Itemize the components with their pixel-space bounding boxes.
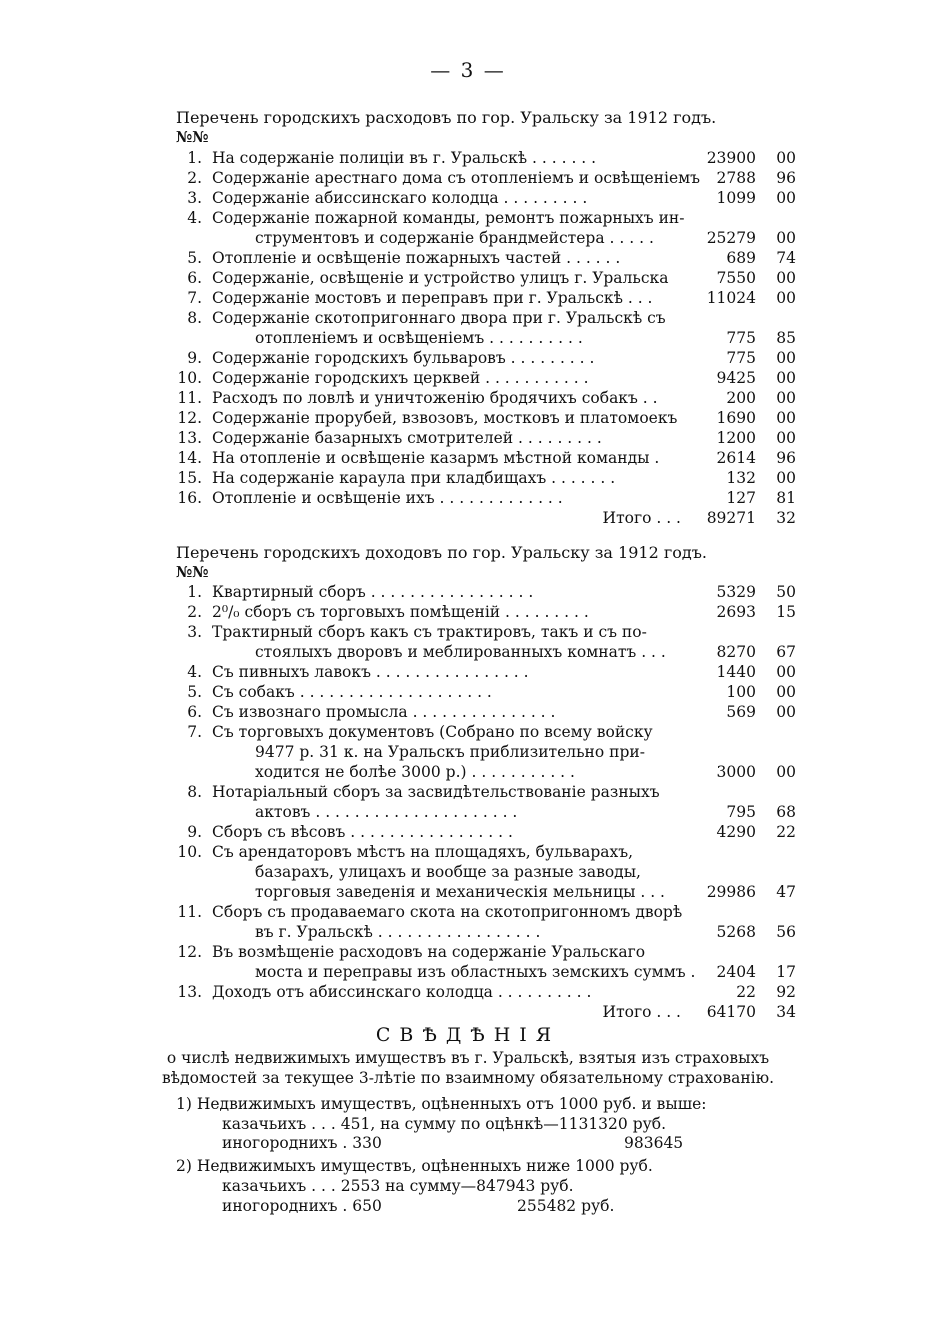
item-number: 2.	[187, 169, 202, 187]
expenses-title: Перечень городскихъ расходовъ по гор. Уральску за 1912 годъ.	[176, 108, 717, 127]
item-number: 3.	[187, 623, 202, 641]
item-rubles: 8270	[716, 643, 756, 661]
item-text: Содержаніе городскихъ церквей . . . . . . . . . . .	[212, 369, 589, 387]
item-number: 5.	[187, 249, 202, 267]
item-kopecks: 00	[776, 369, 796, 387]
table-row	[0, 602, 936, 622]
item-text: актовъ . . . . . . . . . . . . . . . . . . . . .	[255, 803, 518, 821]
item-rubles: 22	[736, 983, 756, 1001]
table-row	[0, 582, 936, 602]
item-rubles: 29986	[706, 883, 756, 901]
table-row	[0, 468, 936, 488]
item-rubles: 2693	[716, 603, 756, 621]
item-text: струментовъ и содержаніе брандмейстера . . . . .	[255, 229, 654, 247]
item-text: Отопленіе и освѣщеніе ихъ . . . . . . . . . . . . .	[212, 489, 563, 507]
item-number: 9.	[187, 823, 202, 841]
item-rubles: 200	[726, 389, 756, 407]
item-rubles: 2614	[716, 449, 756, 467]
item-kopecks: 85	[776, 329, 796, 347]
item-text: Квартирный сборъ . . . . . . . . . . . . . . . . .	[212, 583, 534, 601]
table-row	[0, 168, 936, 188]
expenses-num-header: №№	[176, 128, 209, 146]
item-rubles: 127	[726, 489, 756, 507]
item-text: моста и переправы изъ областныхъ земскихъ суммъ .	[255, 963, 696, 981]
item-text: Содержаніе прорубей, взвозовъ, мостковъ и платомоекъ	[212, 409, 678, 427]
total-row	[0, 1002, 936, 1022]
item-text: Сборъ съ вѣсовъ . . . . . . . . . . . . . . . . .	[212, 823, 513, 841]
income-table	[0, 582, 936, 1022]
table-row	[0, 448, 936, 468]
total-rubles: 89271	[706, 509, 756, 527]
item-text: ходится не болѣе 3000 р.) . . . . . . . . . . .	[255, 763, 575, 781]
table-row	[0, 408, 936, 428]
item-text: Въ возмѣщеніе расходовъ на содержаніе Уральскаго	[212, 943, 646, 961]
item-rubles: 2788	[716, 169, 756, 187]
page-number: — 3 —	[430, 58, 506, 82]
table-row	[0, 428, 936, 448]
item-kopecks: 15	[776, 603, 796, 621]
item-kopecks: 00	[776, 289, 796, 307]
item-rubles: 7550	[716, 269, 756, 287]
item-number: 10.	[177, 369, 202, 387]
item-number: 12.	[177, 943, 202, 961]
item-text: Содержаніе арестнаго дома съ отопленіемъ и освѣщеніемъ	[212, 169, 701, 187]
item-kopecks: 56	[776, 923, 796, 941]
item-text: Содержаніе, освѣщеніе и устройство улицъ г. Уральска	[212, 269, 669, 287]
item-rubles: 795	[726, 803, 756, 821]
item-kopecks: 92	[776, 983, 796, 1001]
item-number: 16.	[177, 489, 202, 507]
item-number: 15.	[177, 469, 202, 487]
item-kopecks: 96	[776, 449, 796, 467]
table-row	[0, 208, 936, 228]
item-number: 10.	[177, 843, 202, 861]
item-text: Содержаніе мостовъ и переправъ при г. Уральскѣ . . .	[212, 289, 653, 307]
item-text: Трактирный сборъ какъ съ трактировъ, такъ и съ по-	[212, 623, 647, 641]
table-row	[0, 762, 936, 782]
item-kopecks: 00	[776, 469, 796, 487]
item-rubles: 4290	[716, 823, 756, 841]
item-rubles: 775	[726, 329, 756, 347]
item-rubles: 9425	[716, 369, 756, 387]
table-row	[0, 862, 936, 882]
item-rubles: 689	[726, 249, 756, 267]
item-kopecks: 00	[776, 269, 796, 287]
item-rubles: 5268	[716, 923, 756, 941]
item-text: Съ извознаго промысла . . . . . . . . . . . . . . .	[212, 703, 556, 721]
item-rubles: 1200	[716, 429, 756, 447]
item-rubles: 25279	[706, 229, 756, 247]
item-rubles: 3000	[716, 763, 756, 781]
item-number: 8.	[187, 783, 202, 801]
item-kopecks: 81	[776, 489, 796, 507]
item-kopecks: 22	[776, 823, 796, 841]
item-kopecks: 50	[776, 583, 796, 601]
item-text: Съ арендаторовъ мѣстъ на площадяхъ, бульварахъ,	[212, 843, 634, 861]
table-row	[0, 148, 936, 168]
item-kopecks: 47	[776, 883, 796, 901]
item-number: 12.	[177, 409, 202, 427]
svedenia-subtitle-2: вѣдомостей за текущее 3-лѣтіе по взаимному обязательному страхованію.	[161, 1069, 775, 1087]
item-number: 14.	[177, 449, 202, 467]
item-kopecks: 68	[776, 803, 796, 821]
item-text: Расходъ по ловлѣ и уничтоженію бродячихъ собакъ . .	[212, 389, 658, 407]
svedenia-p1-inogorodnie-sum: 983645	[624, 1134, 684, 1152]
item-text: Съ торговыхъ документовъ (Собрано по всему войску	[212, 723, 653, 741]
svedenia-p1-inogorodnie: иногороднихъ . 330	[222, 1134, 382, 1152]
item-rubles: 1440	[716, 663, 756, 681]
item-text: 9477 р. 31 к. на Уральскъ приблизительно при-	[255, 743, 645, 761]
table-row	[0, 488, 936, 508]
item-text: отопленіемъ и освѣщеніемъ . . . . . . . . . .	[255, 329, 583, 347]
table-row	[0, 248, 936, 268]
total-label: Итого . . .	[602, 509, 681, 527]
item-kopecks: 00	[776, 703, 796, 721]
item-rubles: 132	[726, 469, 756, 487]
total-kopecks: 34	[776, 1003, 796, 1021]
item-rubles: 5329	[716, 583, 756, 601]
table-row	[0, 902, 936, 922]
table-row	[0, 882, 936, 902]
item-kopecks: 00	[776, 389, 796, 407]
item-number: 6.	[187, 269, 202, 287]
income-num-header: №№	[176, 563, 209, 581]
item-kopecks: 00	[776, 683, 796, 701]
item-kopecks: 00	[776, 229, 796, 247]
table-row	[0, 228, 936, 248]
item-kopecks: 00	[776, 663, 796, 681]
item-rubles: 1690	[716, 409, 756, 427]
item-kopecks: 00	[776, 429, 796, 447]
item-rubles: 100	[726, 683, 756, 701]
item-number: 3.	[187, 189, 202, 207]
item-kopecks: 00	[776, 349, 796, 367]
item-text: торговыя заведенія и механическія мельницы . . .	[255, 883, 665, 901]
table-row	[0, 308, 936, 328]
item-kopecks: 74	[776, 249, 796, 267]
table-row	[0, 722, 936, 742]
svedenia-p2-inogorodnie: иногороднихъ . 650	[222, 1197, 382, 1215]
table-row	[0, 802, 936, 822]
svedenia-p2-kazachi: казачьихъ . . . 2553 на сумму—847943 руб.	[222, 1177, 574, 1195]
total-kopecks: 32	[776, 509, 796, 527]
item-number: 2.	[187, 603, 202, 621]
item-kopecks: 00	[776, 149, 796, 167]
table-row	[0, 388, 936, 408]
item-number: 9.	[187, 349, 202, 367]
item-text: Содержаніе абиссинскаго колодца . . . . . . . . .	[212, 189, 588, 207]
item-text: Съ собакъ . . . . . . . . . . . . . . . . . . . .	[212, 683, 492, 701]
svedenia-title: СВѢДѢНІЯ	[375, 1024, 561, 1046]
expenses-table	[0, 148, 936, 528]
svedenia-subtitle-1: о числѣ недвижимыхъ имуществъ въ г. Уральскѣ, взятыя изъ страховыхъ	[166, 1049, 770, 1067]
table-row	[0, 822, 936, 842]
item-kopecks: 00	[776, 409, 796, 427]
item-text: Содержаніе пожарной команды, ремонтъ пожарныхъ ин-	[212, 209, 685, 227]
item-text: На отопленіе и освѣщеніе казармъ мѣстной команды .	[212, 449, 660, 467]
item-text: Доходъ отъ абиссинскаго колодца . . . . . . . . . .	[212, 983, 592, 1001]
svedenia-p1-kazachi: казачьихъ . . . 451, на сумму по оцѣнкѣ—1131320 руб.	[222, 1115, 666, 1133]
svedenia-p2-heading: 2) Недвижимыхъ имуществъ, оцѣненныхъ ниже 1000 руб.	[176, 1157, 653, 1175]
svedenia-p2-inogorodnie-sum: 255482 руб.	[517, 1197, 615, 1215]
item-rubles: 775	[726, 349, 756, 367]
item-text: Нотаріальный сборъ за засвидѣтельствованіе разныхъ	[212, 783, 660, 801]
item-text: Отопленіе и освѣщеніе пожарныхъ частей . . . . . .	[212, 249, 621, 267]
item-number: 4.	[187, 209, 202, 227]
item-rubles: 11024	[706, 289, 756, 307]
total-label: Итого . . .	[602, 1003, 681, 1021]
table-row	[0, 188, 936, 208]
income-title: Перечень городскихъ доходовъ по гор. Уральску за 1912 годъ.	[176, 543, 707, 562]
item-number: 13.	[177, 429, 202, 447]
table-row	[0, 942, 936, 962]
item-rubles: 569	[726, 703, 756, 721]
table-row	[0, 288, 936, 308]
total-row	[0, 508, 936, 528]
item-text: въ г. Уральскѣ . . . . . . . . . . . . . . . . .	[255, 923, 541, 941]
item-text: 2⁰/₀ сборъ съ торговыхъ помѣщеній . . . . . . . . .	[212, 603, 589, 621]
item-number: 1.	[187, 583, 202, 601]
item-number: 7.	[187, 289, 202, 307]
item-number: 1.	[187, 149, 202, 167]
item-rubles: 1099	[716, 189, 756, 207]
table-row	[0, 682, 936, 702]
item-text: Содержаніе базарныхъ смотрителей . . . . . . . . .	[212, 429, 602, 447]
item-kopecks: 00	[776, 763, 796, 781]
item-number: 7.	[187, 723, 202, 741]
item-text: На содержаніе караула при кладбищахъ . . . . . . .	[212, 469, 616, 487]
item-rubles: 2404	[716, 963, 756, 981]
item-text: Содержаніе скотопригоннаго двора при г. Уральскѣ съ	[212, 309, 666, 327]
item-text: На содержаніе полиціи въ г. Уральскѣ . . . . . . .	[212, 149, 597, 167]
table-row	[0, 922, 936, 942]
item-kopecks: 67	[776, 643, 796, 661]
table-row	[0, 268, 936, 288]
table-row	[0, 662, 936, 682]
item-number: 11.	[177, 389, 202, 407]
item-number: 4.	[187, 663, 202, 681]
svedenia-p1-heading: 1) Недвижимыхъ имуществъ, оцѣненныхъ отъ 1000 руб. и выше:	[176, 1095, 707, 1113]
total-rubles: 64170	[706, 1003, 756, 1021]
table-row	[0, 348, 936, 368]
item-rubles: 23900	[706, 149, 756, 167]
item-text: Съ пивныхъ лавокъ . . . . . . . . . . . . . . . .	[212, 663, 529, 681]
item-kopecks: 17	[776, 963, 796, 981]
item-kopecks: 96	[776, 169, 796, 187]
item-number: 8.	[187, 309, 202, 327]
table-row	[0, 842, 936, 862]
table-row	[0, 622, 936, 642]
table-row	[0, 642, 936, 662]
item-number: 5.	[187, 683, 202, 701]
table-row	[0, 742, 936, 762]
item-text: стоялыхъ дворовъ и меблированныхъ комнатъ . . .	[255, 643, 666, 661]
item-kopecks: 00	[776, 189, 796, 207]
table-row	[0, 702, 936, 722]
item-text: Содержаніе городскихъ бульваровъ . . . . . . . . .	[212, 349, 595, 367]
table-row	[0, 782, 936, 802]
table-row	[0, 368, 936, 388]
item-text: Сборъ съ продаваемаго скота на скотопригонномъ дворѣ	[212, 903, 683, 921]
table-row	[0, 328, 936, 348]
item-number: 11.	[177, 903, 202, 921]
table-row	[0, 982, 936, 1002]
table-row	[0, 962, 936, 982]
item-number: 6.	[187, 703, 202, 721]
item-text: базарахъ, улицахъ и вообще за разные заводы,	[255, 863, 641, 881]
item-number: 13.	[177, 983, 202, 1001]
